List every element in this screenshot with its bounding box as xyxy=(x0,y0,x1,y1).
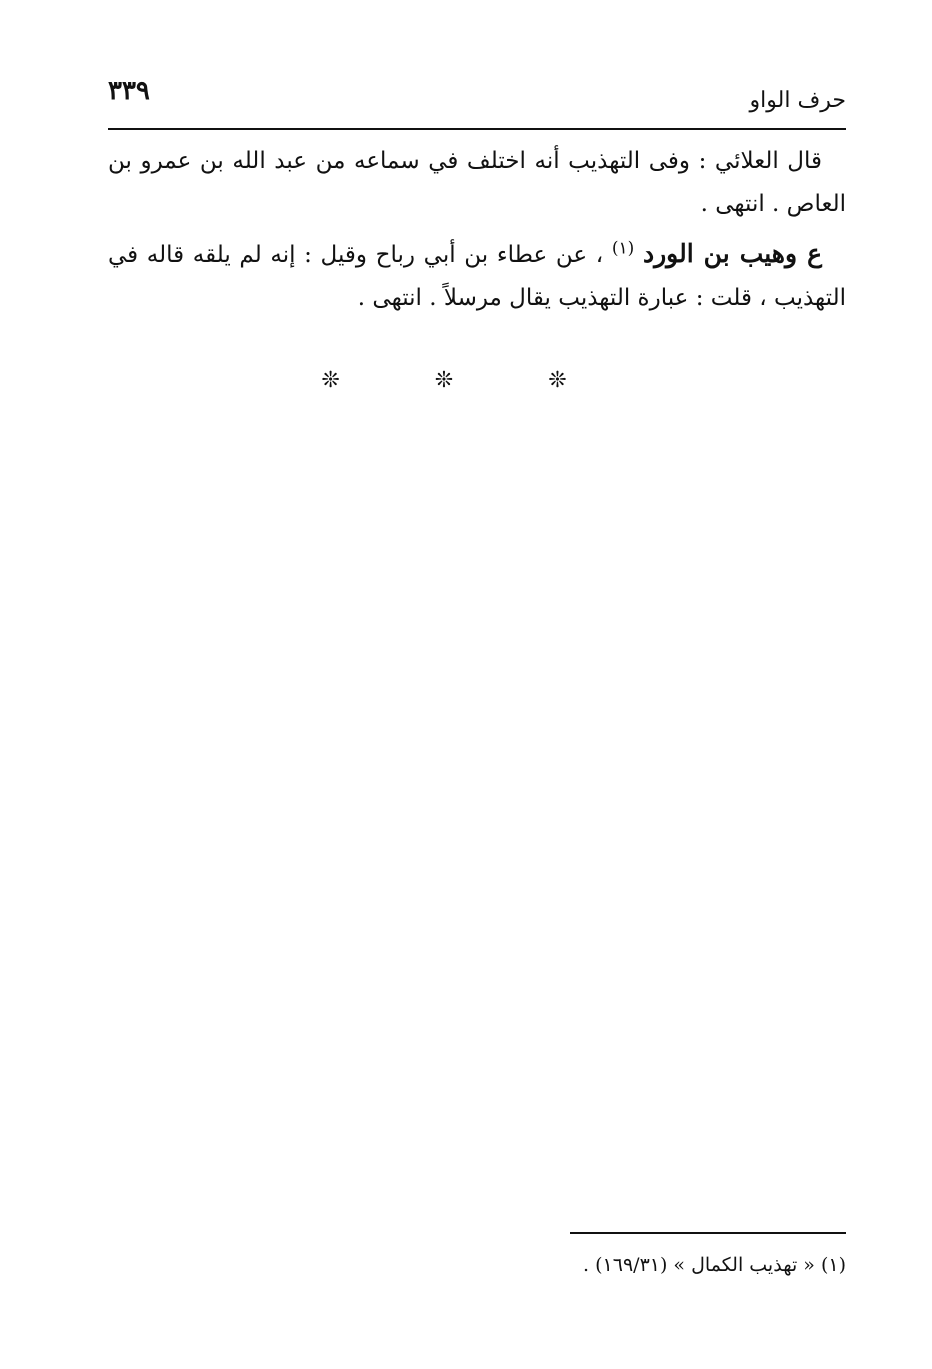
entry-text: قال العلائي : وفى التهذيب أنه اختلف في سماعه من عبد الله بن عمرو بن العاص . انتهى . xyxy=(108,148,846,217)
entry-paragraph xyxy=(108,232,846,320)
footnote-reference: (١) xyxy=(611,238,635,259)
entry-paragraph xyxy=(108,140,846,226)
footnote: (١) « تهذيب الكمال » (١٦٩/٣١) . xyxy=(583,1254,846,1276)
footnote-rule xyxy=(570,1232,846,1234)
body-text xyxy=(108,140,846,326)
entry-text: ، عن عطاء بن أبي رباح وقيل : إنه لم يلقه قاله في التهذيب ، قلت : عبارة التهذيب يقال مرسلاً . انتهى . xyxy=(108,242,846,311)
section-separator: ❊ ❊ ❊ xyxy=(321,368,611,393)
page-number: ٣٣٩ xyxy=(108,76,150,106)
narrator-name: ع وهيب بن الورد xyxy=(642,239,823,268)
header-rule xyxy=(108,128,846,130)
running-head xyxy=(108,76,846,116)
chapter-title: حرف الواو xyxy=(749,88,846,113)
